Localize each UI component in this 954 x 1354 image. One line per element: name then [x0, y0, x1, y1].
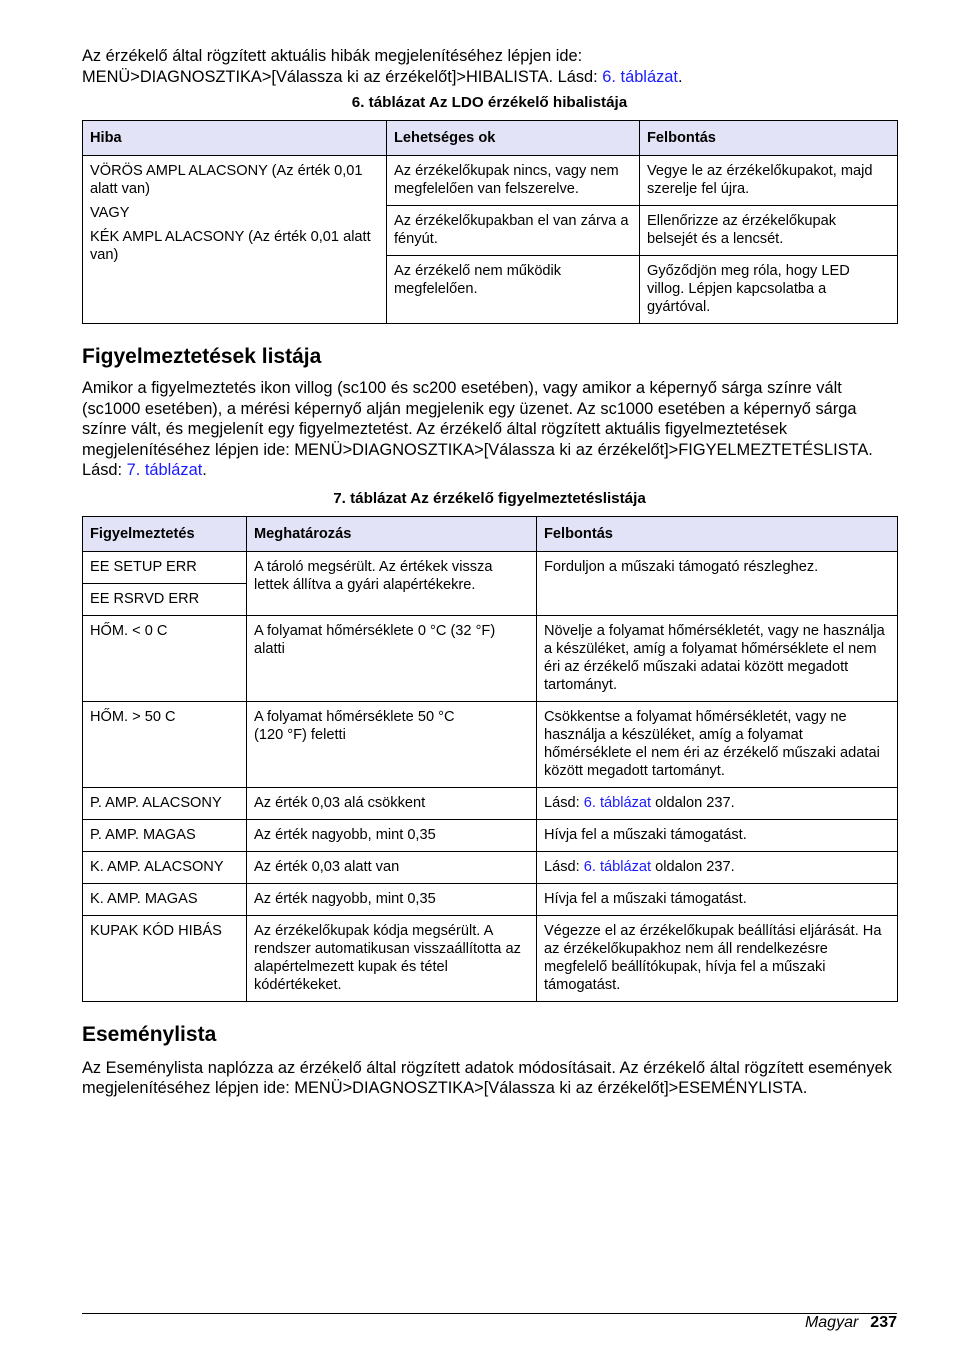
table7-link[interactable]: 7. táblázat — [126, 461, 203, 479]
cause-cell: Az érzékelőkupak nincs, vagy nem megfelelően van felszerelve. — [387, 156, 640, 206]
warning-cell: P. AMP. ALACSONY — [83, 787, 247, 819]
warnings-paragraph: Amikor a figyelmeztetés ikon villog (sc100 és sc200 esetében), vagy amikor a képernyő sárga színre vált (sc1000 esetében), a mérési képernyő alján megjelenik egy üzenet. Az sc1000 esetében a képernyő sárga színre vált, és megjelenít egy figyelmeztetést. Az érzékelő által rögzített aktuális figyelmeztetések megjelenítéséhez lépjen ide: MENÜ>DIAGNOSZTIKA>[Válassza ki az érzékelőt]>FIGYELMEZTETÉSLISTA. Lásd: 7. táblázat. — [82, 379, 873, 479]
definition-cell: A folyamat hőmérséklete 0 °C (32 °F) alatti — [247, 615, 537, 701]
header-cell: Meghatározás — [247, 516, 537, 551]
table-row — [83, 883, 898, 915]
table-header-row — [83, 516, 898, 551]
definition-cell: Az érték nagyobb, mint 0,35 — [247, 819, 537, 851]
warnings-heading: Figyelmeztetések listája — [82, 345, 322, 368]
definition-cell: Az érték 0,03 alá csökkent — [247, 787, 537, 819]
definition-cell: A folyamat hőmérséklete 50 °C (120 °F) feletti — [247, 701, 537, 787]
definition-cell: Az érzékelőkupak kódja megsérült. A rendszer automatikusan visszaállította az alapértelmezett kupak és tétel kódértékeket. — [247, 915, 537, 1001]
warning-cell: KUPAK KÓD HIBÁS — [83, 915, 247, 1001]
fix-cell: Végezze el az érzékelőkupak beállítási eljárását. Ha az érzékelőkupakhoz nem áll rendelkezésre megfelelő beállítókupak, hívja fel a műszaki támogatást. — [537, 915, 898, 1001]
table-row — [83, 701, 898, 787]
fix-cell: Ellenőrizze az érzékelőkupak belsejét és a lencsét. — [640, 206, 898, 256]
page-content — [82, 46, 897, 1099]
warning-cell: K. AMP. ALACSONY — [83, 851, 247, 883]
warning-cell: EE RSRVD ERR — [83, 583, 247, 615]
footer-language: Magyar — [804, 1314, 859, 1331]
cause-cell: Az érzékelő nem működik megfelelően. — [387, 256, 640, 324]
error-cell: VÖRÖS AMPL ALACSONY (Az érték 0,01 alatt van) VAGY KÉK AMPL ALACSONY (Az érték 0,01 alatt van) — [83, 156, 387, 324]
intro-line2: MENÜ>DIAGNOSZTIKA>[Válassza ki az érzékelőt]>HIBALISTA. Lásd: — [82, 67, 603, 86]
fix-cell: Győződjön meg róla, hogy LED villog. Lépjen kapcsolatba a gyártóval. — [640, 256, 898, 324]
events-paragraph: Az Eseménylista naplózza az érzékelő által rögzített adatok módosításait. Az érzékelő által rögzített események megjelenítéséhez lépjen ide: MENÜ>DIAGNOSZTIKA>[Válassza ki az érzékelőt]>ESEMÉNYLISTA. — [82, 1058, 892, 1097]
table6-link[interactable]: 6. táblázat — [583, 858, 652, 875]
error-table — [82, 120, 898, 324]
intro-line1: Az érzékelő által rögzített aktuális hibák megjelenítéséhez lépjen ide: — [82, 47, 583, 65]
header-cell: Felbontás — [640, 121, 898, 156]
warning-cell: HŐM. < 0 C — [83, 615, 247, 701]
cause-cell: Az érzékelőkupakban el van zárva a fényút. — [387, 206, 640, 256]
fix-cell: Forduljon a műszaki támogató részleghez. — [537, 551, 898, 615]
table6-link[interactable]: 6. táblázat — [583, 794, 652, 811]
warning-cell: P. AMP. MAGAS — [83, 819, 247, 851]
header-cell: Hiba — [83, 121, 387, 156]
warning-table — [82, 516, 898, 1002]
table-row — [83, 819, 898, 851]
page-footer — [805, 1313, 897, 1333]
table-row — [83, 915, 898, 1001]
warning-cell: HŐM. > 50 C — [83, 701, 247, 787]
intro-paragraph: Az érzékelő által rögzített aktuális hibák megjelenítéséhez lépjen ide: MENÜ>DIAGNOSZTIKA>[Válassza ki az érzékelőt]>HIBALISTA. Lásd: 6. táblázat. — [82, 47, 683, 86]
warning-cell: EE SETUP ERR — [83, 551, 247, 583]
footer-divider — [82, 1313, 897, 1314]
warning-cell: K. AMP. MAGAS — [83, 883, 247, 915]
fix-cell: Hívja fel a műszaki támogatást. — [537, 883, 898, 915]
table-row — [83, 615, 898, 701]
table6-link[interactable]: 6. táblázat — [602, 67, 678, 86]
fix-cell: Lásd: 6. táblázat oldalon 237. — [537, 787, 898, 819]
table-row — [83, 156, 898, 206]
table-row — [83, 551, 898, 583]
page-number: 237 — [870, 1314, 897, 1331]
definition-cell: Az érték nagyobb, mint 0,35 — [247, 883, 537, 915]
table-row — [83, 787, 898, 819]
fix-cell: Csökkentse a folyamat hőmérsékletét, vagy ne használja a készüléket, amíg a folyamat hőmérséklete el nem éri az érzékelő műszaki adatai között megadott tartományt. — [537, 701, 898, 787]
table-row — [83, 851, 898, 883]
fix-cell: Lásd: 6. táblázat oldalon 237. — [537, 851, 898, 883]
table-header-row — [83, 121, 898, 156]
events-heading: Eseménylista — [82, 1022, 217, 1046]
definition-cell: A tároló megsérült. Az értékek vissza lettek állítva a gyári alapértékekre. — [247, 551, 537, 615]
header-cell: Figyelmeztetés — [83, 516, 247, 551]
header-cell: Lehetséges ok — [387, 121, 640, 156]
header-cell: Felbontás — [537, 516, 898, 551]
fix-cell: Növelje a folyamat hőmérsékletét, vagy ne használja a készüléket, amíg a folyamat hőmérséklete el nem éri az érzékelő műszaki adatai között megadott tartományt. — [537, 615, 898, 701]
fix-cell: Vegye le az érzékelőkupakot, majd szerelje fel újra. — [640, 156, 898, 206]
fix-cell: Hívja fel a műszaki támogatást. — [537, 819, 898, 851]
table6-caption: 6. táblázat Az LDO érzékelő hibalistája — [351, 94, 628, 111]
definition-cell: Az érték 0,03 alatt van — [247, 851, 537, 883]
table7-caption: 7. táblázat Az érzékelő figyelmeztetéslistája — [333, 489, 646, 507]
